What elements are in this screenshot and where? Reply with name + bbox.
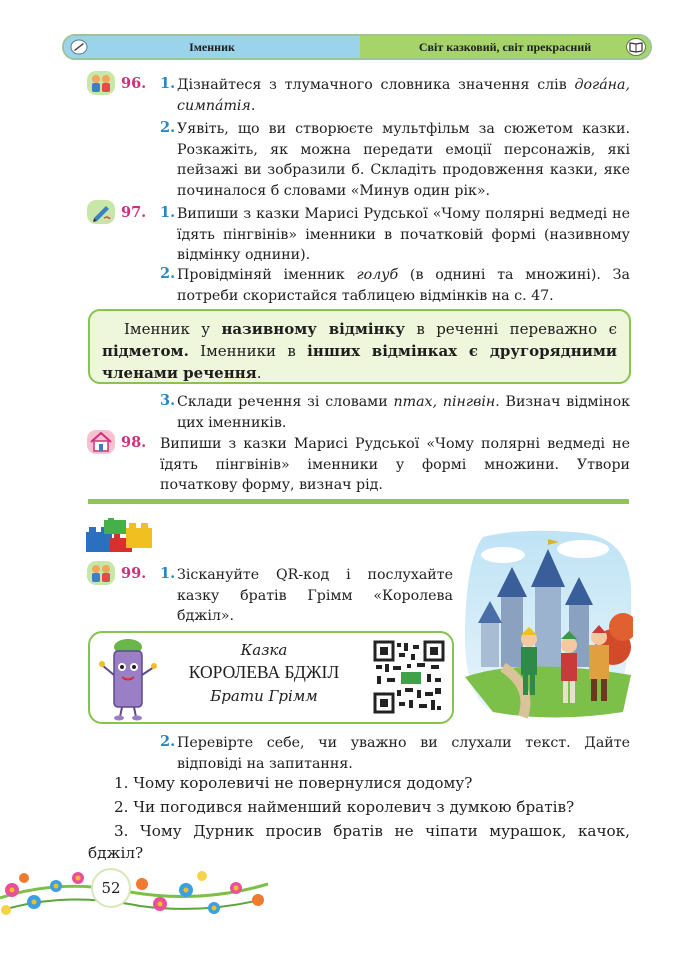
item-number: 2. [160,265,176,282]
page-number: 52 [91,868,131,908]
page-header [62,34,652,60]
question-2: 2. Чи погодився найменший королевич з думкою братів? [114,798,575,816]
exercise-97-item-1: Випиши з казки Марисі Рудської «Чому полярні ведмеді не їдять пінгвінів» іменники в початковій формі (називному відмінку однини). [177,206,630,263]
qr-code-icon[interactable] [373,640,445,714]
tale-author: Брати Грімм [210,687,318,705]
exercise-96-item-1: Дізнайтеся з тлумачного словника значення слів догáна, симпáтія. [177,77,630,114]
exercise-number-98: 98. [121,434,147,451]
homework-icon [86,429,116,455]
question-1: 1. Чому королевичі не повернулися додому? [114,774,473,792]
book-icon [626,38,646,56]
item-number: 3. [160,392,176,409]
tale-title: КОРОЛЕВА БДЖІЛ [188,662,340,682]
exercise-97-item-2: Провідміняй іменник голуб (в однині та множині). За потреби скористайся таблицею відмінків на с. 47. [177,267,630,304]
exercise-99-item-2: Перевірте себе, чи уважно ви слухали текст. Дайте відповіді на запитання. [177,735,630,772]
pen-icon [70,39,88,55]
lego-blocks-icon [84,518,156,554]
pair-work-icon [86,560,116,586]
pair-work-icon [86,70,116,96]
castle-illustration [463,527,633,722]
mascot-icon [98,635,158,721]
tale-card [88,631,454,724]
question-3: 3. Чому Дурник просив братів не чіпати мурашок, качок, бджіл? [88,822,630,862]
flowers-decoration [0,848,270,918]
grammar-rule-box: Іменник у називному відмінку в реченні переважно є підметом. Іменники в інших відмінках є другорядними членами речення. [88,309,631,384]
tale-genre: Казка [240,641,288,659]
item-number: 2. [160,733,176,750]
item-number: 1. [160,75,176,92]
item-number: 1. [160,565,176,582]
write-icon [86,199,116,225]
item-number: 1. [160,204,176,221]
exercise-number-97: 97. [121,204,147,221]
item-number: 2. [160,119,176,136]
section-divider [88,499,629,504]
header-section-left [64,36,360,58]
exercise-99-item-1: Зіскануйте QR-код і послухайте казку братів Грімм «Королева бджіл». [177,567,453,624]
exercise-number-99: 99. [121,565,147,582]
exercise-number-96: 96. [121,75,147,92]
exercise-97-item-3: Склади речення зі словами птах, пінгвін. Визнач відмінок цих іменників. [177,394,630,431]
header-section-right [360,36,650,58]
header-left-title: Іменник [189,39,235,54]
header-right-title: Світ казковий, світ прекрасний [418,39,592,54]
exercise-98-text: Випиши з казки Марисі Рудської «Чому полярні ведмеді не їдять пінгвінів» іменники у формі множини. Утвори початкову форму, визнач рід. [160,436,630,493]
exercise-96-item-2: Уявіть, що ви створюєте мультфільм за сюжетом казки. Розкажіть, як можна передати емоції персонажів, які пейзажі ви зобразили б. Складіть продовження казки, яке починалося б словами «Минув один рік». [177,121,630,199]
